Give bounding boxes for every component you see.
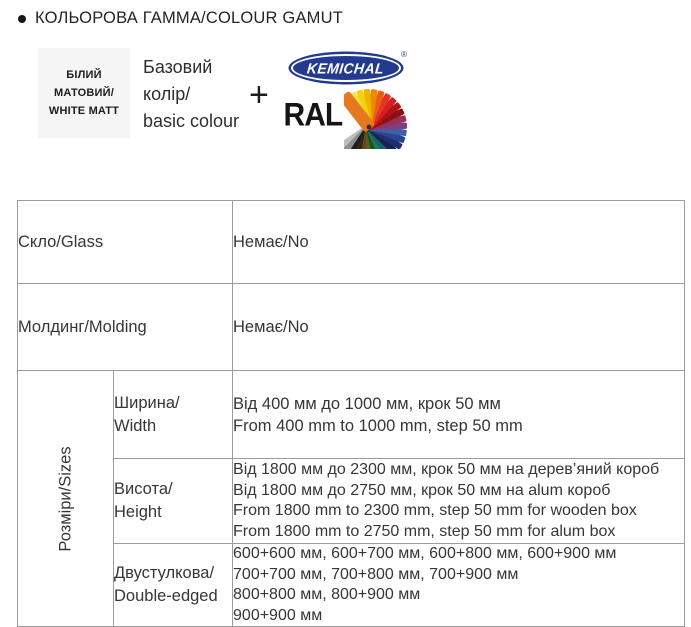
value-line: 800+800 мм, 800+900 мм xyxy=(233,586,421,603)
label-line: Height xyxy=(114,503,162,521)
row-value-molding: Немає/No xyxy=(233,284,685,371)
section-header xyxy=(18,9,343,28)
table-row xyxy=(18,284,685,371)
swatch-line: БІЛИЙ xyxy=(66,68,102,81)
label-line: Width xyxy=(114,416,157,435)
row-label-glass: Скло/Glass xyxy=(18,201,233,284)
kemichal-ral-block xyxy=(285,48,407,154)
ral-label: RAL xyxy=(283,97,343,134)
label-line: Двустулкова/ xyxy=(114,564,215,582)
value-line: 900+900 мм xyxy=(233,606,323,624)
table-row xyxy=(18,459,685,544)
value-line: From 1800 mm to 2300 mm, step 50 mm for wooden box xyxy=(233,502,637,519)
kemichal-logo-text: KEMICHAL xyxy=(306,59,386,77)
row-value-double-edged xyxy=(233,544,685,627)
row-label-molding: Молдинг/Molding xyxy=(18,284,233,371)
table-row xyxy=(18,544,685,627)
table-row xyxy=(18,371,685,459)
value-line: From 1800 mm to 2750 mm, step 50 mm for alum box xyxy=(233,522,616,540)
value-line: Від 1800 мм до 2750 мм, крок 50 мм на alum короб xyxy=(233,481,611,499)
base-colour-line: колір/ xyxy=(143,84,191,104)
value-line: Від 1800 мм до 2300 мм, крок 50 мм на дерев’яний короб xyxy=(233,461,660,478)
page-title: КОЛЬОРОВА ГАММА/COLOUR GAMUT xyxy=(35,9,343,27)
swatch-line: МАТОВИЙ/ xyxy=(54,86,114,99)
sizes-group-cell xyxy=(18,371,114,627)
sizes-group-label: Розміри/Sizes xyxy=(56,445,74,552)
value-line: From 400 mm to 1000 mm, step 50 mm xyxy=(233,416,523,435)
bullet-icon xyxy=(18,15,26,23)
ral-fan-icon xyxy=(344,83,408,149)
value-line: 600+600 мм, 600+700 мм, 600+800 мм, 600+900 мм xyxy=(233,545,617,562)
table-row xyxy=(18,201,685,284)
ral-fan-wrap xyxy=(344,83,408,154)
colour-gamut-strip xyxy=(38,48,407,154)
row-value-height xyxy=(233,459,685,544)
base-colour-label xyxy=(143,48,247,135)
label-line: Висота/ xyxy=(114,480,173,498)
white-matt-swatch xyxy=(38,48,130,138)
plus-sign: + xyxy=(249,76,269,114)
registered-trademark-icon: ® xyxy=(400,50,407,59)
row-label-double-edged xyxy=(114,544,233,627)
base-colour-line: Базовий xyxy=(143,57,213,77)
value-line: Від 400 мм до 1000 мм, крок 50 мм xyxy=(233,394,501,413)
swatch-line: WHITE MATT xyxy=(48,105,120,118)
spec-table xyxy=(17,200,685,627)
value-line: 700+700 мм, 700+800 мм, 700+900 мм xyxy=(233,565,519,583)
ral-row xyxy=(284,87,409,154)
label-line: Double-edged xyxy=(114,587,218,605)
label-line: Ширина/ xyxy=(114,393,180,412)
row-label-height xyxy=(114,459,233,544)
row-value-glass: Немає/No xyxy=(233,201,685,284)
kemichal-logo xyxy=(291,50,407,82)
row-label-width xyxy=(114,371,233,459)
row-value-width xyxy=(233,371,685,459)
base-colour-line: basic colour xyxy=(143,111,240,131)
